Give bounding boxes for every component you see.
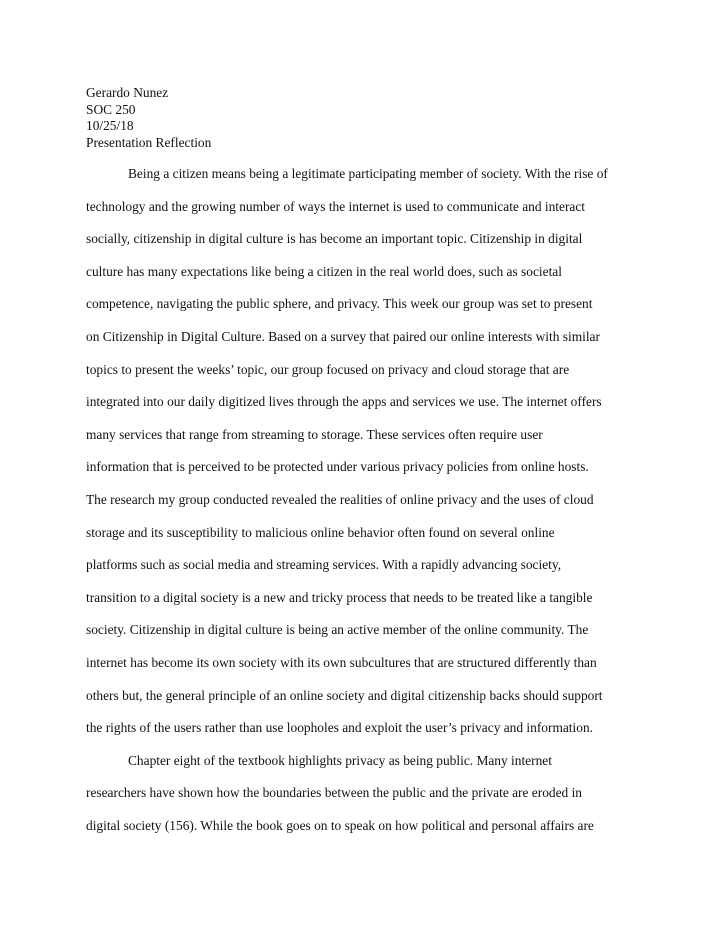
paragraph-1-line-2: technology and the growing number of ways the internet is used to communicate and interact bbox=[86, 198, 586, 214]
paragraph-1-line-11: The research my group conducted revealed the realities of online privacy and the uses of cloud bbox=[86, 491, 594, 507]
paragraph-1-line-4: culture has many expectations like being a citizen in the real world does, such as societal bbox=[86, 263, 562, 279]
document-header bbox=[86, 85, 211, 151]
paragraph-1-line-9: many services that range from streaming to storage. These services often require user bbox=[86, 426, 543, 442]
paragraph-2-line-2: researchers have shown how the boundaries between the public and the private are eroded in bbox=[86, 785, 583, 801]
document-body bbox=[86, 164, 646, 848]
paragraph-1-line-17: others but, the general principle of an online society and digital citizenship backs should support bbox=[86, 687, 603, 703]
paragraph-2-line-3: digital society (156). While the book goes on to speak on how political and personal affairs are bbox=[86, 817, 594, 833]
paragraph-1-line-18: the rights of the users rather than use loopholes and exploit the user’s privacy and information. bbox=[86, 720, 593, 736]
paragraph-1-line-7: topics to present the weeks’ topic, our group focused on privacy and cloud storage that are bbox=[86, 361, 570, 377]
paragraph-1-line-12: storage and its susceptibility to malicious online behavior often found on several online bbox=[86, 524, 555, 540]
paragraph-1-line-6: on Citizenship in Digital Culture. Based on a survey that paired our online interests with similar bbox=[86, 328, 600, 344]
paragraph-2-line-1: Chapter eight of the textbook highlights privacy as being public. Many internet bbox=[128, 752, 552, 768]
paragraph-1-line-13: platforms such as social media and streaming services. With a rapidly advancing society, bbox=[86, 557, 562, 573]
paragraph-1-line-8: integrated into our daily digitized lives through the apps and services we use. The internet offers bbox=[86, 394, 602, 410]
paragraph-1-line-3: socially, citizenship in digital culture is has become an important topic. Citizenship in digital bbox=[86, 231, 583, 247]
paragraph-1-line-1: Being a citizen means being a legitimate participating member of society. With the rise of bbox=[128, 166, 608, 181]
paragraph-1-line-10: information that is perceived to be protected under various privacy policies from online hosts. bbox=[86, 459, 589, 475]
paragraph-1-line-16: internet has become its own society with its own subcultures that are structured differently than bbox=[86, 654, 597, 670]
paragraph-1-line-14: transition to a digital society is a new and tricky process that needs to be treated like a tangible bbox=[86, 589, 593, 605]
paragraph-1-line-15: society. Citizenship in digital culture is being an active member of the online community. The bbox=[86, 622, 589, 638]
paragraph-1-line-5: competence, navigating the public sphere, and privacy. This week our group was set to present bbox=[86, 296, 593, 312]
course-code: SOC 250 bbox=[86, 101, 136, 117]
document-title: Presentation Reflection bbox=[86, 134, 212, 150]
author-name: Gerardo Nunez bbox=[86, 85, 169, 100]
document-date: 10/25/18 bbox=[86, 118, 134, 133]
